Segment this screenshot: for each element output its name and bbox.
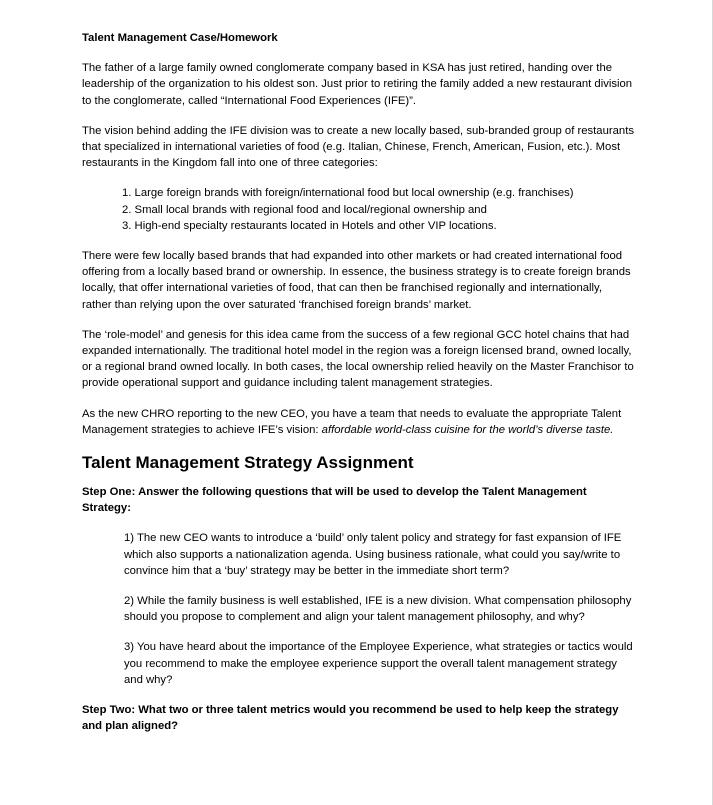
paragraph-vision: The vision behind adding the IFE division was to create a new locally based, sub-branded group of restaurants that specialized in international varieties of food (e.g. Italian, Chinese, French, American, Fusion, etc.). Most restaurants in the Kingdom fall into one of three categories:	[82, 124, 634, 170]
category-item: 2. Small local brands with regional food and local/regional ownership and	[122, 203, 487, 216]
category-item: 3. High-end specialty restaurants located in Hotels and other VIP locations.	[122, 219, 497, 232]
paragraph-role-model: The ‘role-model’ and genesis for this idea came from the success of a few regional GCC hotel chains that had expanded internationally. The traditional hotel model in the region was a foreign licensed brand, owned locally, or a regional brand owned locally. In both cases, the local ownership relied heavily on the Master Franchisor to provide operational support and guidance including talent management strategies.	[82, 328, 634, 390]
paragraph-chro-text: As the new CHRO reporting to the new CEO, you have a team that needs to evaluate the appropriate Talent Management strategies to achieve IFE’s vision:	[82, 407, 622, 436]
document-title: Talent Management Case/Homework	[82, 32, 278, 44]
question-item: 1) The new CEO wants to introduce a ‘build’ only talent policy and strategy for fast expansion of IFE which also supports a nationalization agenda. Using business rationale, what could you say/write to convince him that a ‘buy’ strategy may be better in the immediate short term?	[124, 532, 622, 577]
vision-statement: affordable world-class cuisine for the world’s diverse taste.	[321, 423, 614, 436]
category-item: 1. Large foreign brands with foreign/international food but local ownership (e.g. franchises)	[122, 187, 574, 200]
paragraph-strategy: There were few locally based brands that had expanded into other markets or had created international food offering from a locally based brand or ownership. In essence, the business strategy is to create foreign brands locally, that offer international varieties of food, that can then be franchised regionally and internationally, rather than relying upon the over saturated ‘franchised foreign brands’ market.	[82, 250, 631, 311]
paragraph-chro	[82, 406, 634, 438]
assignment-title: Talent Management Strategy Assignment	[82, 453, 414, 473]
question-item: 2) While the family business is well established, IFE is a new division. What compensation philosophy should you propose to complement and align your talent management philosophy, and why?	[124, 595, 632, 624]
question-item: 3) You have heard about the importance of the Employee Experience, what strategies or tactics would you recommend to make the employee experience support the overall talent management strategy and why?	[124, 641, 633, 686]
document-content	[82, 30, 634, 749]
category-list	[82, 185, 634, 234]
step-two-heading: Step Two: What two or three talent metrics would you recommend be used to help keep the strategy and plan aligned?	[82, 704, 619, 733]
step-one-heading: Step One: Answer the following questions that will be used to develop the Talent Management Strategy:	[82, 486, 587, 515]
paragraph-intro: The father of a large family owned conglomerate company based in KSA has just retired, handing over the leadership of the organization to his oldest son. Just prior to retiring the family added a new restaurant division to the conglomerate, called “International Food Experiences (IFE)”.	[82, 62, 633, 107]
